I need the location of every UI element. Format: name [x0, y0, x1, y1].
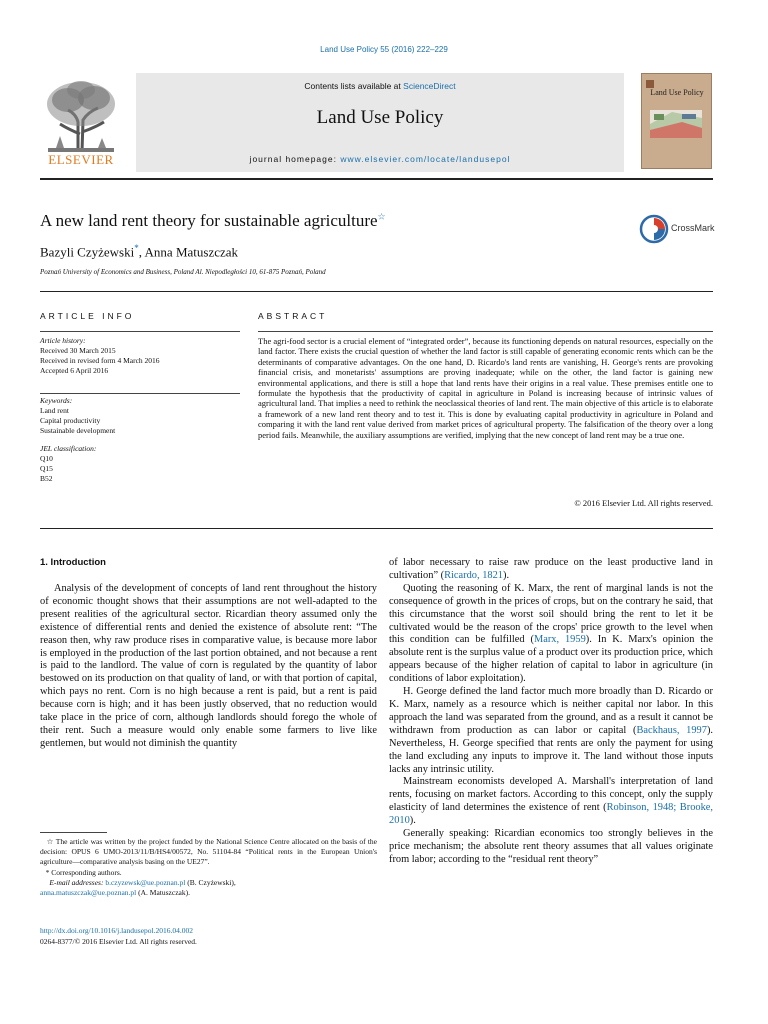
- homepage-link[interactable]: www.elsevier.com/locate/landusepol: [340, 154, 511, 164]
- paragraph-text: Quoting the reasoning of K. Marx, the rent of marginal lands is not the consequence of growth in the prices of crops, but on the contrary he said, that this circumstance that the worst soil should bring the rent to let it be cultivated would be the reason of the crops' price growth to the level when this condition can be fulfilled (: [389, 582, 713, 646]
- doi-link[interactable]: http://dx.doi.org/10.1016/j.landusepol.2016.04.002: [40, 926, 193, 935]
- body-column-left: [40, 583, 377, 751]
- citation-link[interactable]: Robinson, 1948; Brooke, 2010: [389, 802, 713, 827]
- publisher-name: ELSEVIER: [48, 152, 114, 167]
- footnote-funding: [40, 837, 377, 868]
- section-heading-introduction: 1. Introduction: [40, 557, 106, 568]
- title-rule: [40, 291, 713, 292]
- article-info-rule: [40, 331, 240, 332]
- body-paragraph: Generally speaking: Ricardian economics too strongly believes in the price mechanism; the absolute rent theory assumes that all values originate from labor; according to the “residual rent theory”: [389, 828, 713, 865]
- doi-block: [40, 926, 377, 947]
- paragraph-text: Mainstream economists developed A. Marshall's interpretation of land rents, focusing on market factors. According to this concept, only the supply elasticity of land determines the existence of rent (: [389, 776, 713, 814]
- accepted-date: Accepted 6 April 2016: [40, 366, 109, 375]
- paragraph-text: H. George defined the land factor much more broadly than D. Ricardo or K. Marx, namely as a resource which is neither capital nor labor. In this approach the land was separated from the ground, and as a result it cannot be withdrawn from production as can labor or capital (: [389, 686, 713, 736]
- author-line: [40, 243, 238, 260]
- article-history: [40, 336, 240, 376]
- footnote-mark: ☆: [46, 837, 54, 846]
- cover-title: Land Use Policy: [650, 88, 704, 97]
- title-footnote-mark[interactable]: ☆: [377, 211, 386, 222]
- received-date: Received 30 March 2015: [40, 346, 116, 355]
- issn-line: 0264-8377/© 2016 Elsevier Ltd. All rights reserved.: [40, 936, 197, 946]
- jel-code: Q10: [40, 454, 53, 463]
- journal-title: Land Use Policy: [316, 107, 444, 128]
- keyword: Sustainable development: [40, 426, 116, 435]
- journal-homepage: [136, 154, 624, 164]
- abstract-bottom-rule: [40, 528, 713, 529]
- paragraph-text: ).: [502, 569, 510, 581]
- paragraph-text: of labor necessary to raise raw produce on the least productive land in cultivation” (: [389, 557, 713, 581]
- email-link-1[interactable]: b.czyzewsk@ue.poznan.pl: [105, 877, 186, 887]
- footnote-mark: *: [45, 867, 50, 877]
- paragraph-text: ). Nevertheless, H. George specified that rents are only the payment for using the land excluding any inputs to improve it. The land without those inputs lacks any intrinsic utility.: [389, 724, 714, 775]
- contents-prefix: Contents lists available at: [304, 81, 401, 91]
- email-name-2: (A. Matuszczak).: [138, 888, 190, 898]
- email-link-2[interactable]: anna.matuszczak@ue.poznan.pl: [40, 888, 137, 898]
- abstract-rule: [258, 331, 713, 332]
- author-separator: ,: [138, 244, 145, 260]
- homepage-prefix: journal homepage:: [249, 154, 337, 164]
- body-paragraph: [389, 583, 713, 686]
- author-2: Anna Matuszczak: [144, 244, 239, 260]
- email-name-1: (B. Czyżewski),: [187, 877, 236, 887]
- body-column-right: [389, 557, 713, 867]
- footnote-emails: [40, 878, 377, 898]
- affiliation: Poznań University of Economics and Business, Poland Al. Niepodległości 10, 61-875 Poznań, Poland: [40, 268, 326, 276]
- abstract-text: The agri-food sector is a crucial element of “integrated order”, because its functioning depends on natural resources, especially on the land factor. There exists the crucial question of whether the land factor is still capable of generating economic rents which can be the determinants of comparative advantages. On the one hand, D. Ricardo's land rents are vanishing, H. George's rents are provoking financial crisis, and monetarists' assumptions are proving inadequate; while on the other, the land factor is gaining new environmental applications, and there is still a hope that land rents have their origins in a real value. These premises entitle one to formulate the hypothesis that the productivity of capital in agriculture in Poland is increasing because of intrinsic values of agricultural land. That implies a need to rethink the neoclassical theories of land rent. The main objective of this article is to elaborate a framework of a new land rent theory and to test it. This is done by evaluating capital productivity in agriculture in Poland and comparing it with the land rent value derived from market prices of agricultural property. The falsification of the theory over a long period fails. Meanwhile, the auxiliary assumptions are verified, implying that the new concept of land rent may be a true one.: [258, 336, 713, 440]
- article-info-heading: ARTICLE INFO: [40, 311, 135, 321]
- contents-line: [136, 81, 624, 91]
- keywords-block: [40, 396, 240, 484]
- crossmark-icon: [639, 214, 669, 244]
- body-paragraph: Analysis of the development of concepts of land rent throughout the history of economic thought shows that their assumptions are not well-adapted to the present realities of the agricultural sector. Ricardian theory assumed only the existence of differential rents and denied the existence of absolute rent: “The reason then, why raw produce rises in comparative value, is because more labor is employed in the production of the last portion obtained, and not because a rent is paid to the landlord. The value of corn is regulated by the quantity of labor bestowed on its production on that quality of land, or with that portion of capital, which pays no rent. Corn is no high because a rent is paid, but a rent is paid because corn is high; and it has been justly observed, that no reduction would take place in the price of corn, although landlords should forego the whole of their rent. Such a measure would only enable some farmers to live like gentlemen, but would not diminish the quantity: [40, 583, 377, 749]
- keyword: Land rent: [40, 406, 69, 415]
- jel-label: JEL classification:: [40, 444, 97, 453]
- footnote-text: Corresponding authors.: [51, 867, 122, 877]
- footnote-rule: [40, 832, 107, 833]
- paragraph-text: ).: [409, 815, 416, 827]
- citation-link[interactable]: Ricardo, 1821: [444, 569, 503, 581]
- article-info-rule-2: [40, 393, 240, 394]
- body-paragraph: [389, 776, 713, 828]
- keywords-label: Keywords:: [40, 396, 73, 405]
- jel-code: B52: [40, 474, 53, 483]
- body-paragraph: [389, 557, 713, 583]
- crossmark-badge[interactable]: [639, 214, 714, 244]
- history-label: Article history:: [40, 336, 86, 345]
- paper-title: [40, 211, 386, 231]
- abstract-copyright: © 2016 Elsevier Ltd. All rights reserved.: [574, 498, 713, 508]
- footnote-corresponding: [40, 868, 377, 878]
- citation-link[interactable]: Backhaus, 1997: [636, 724, 707, 736]
- author-1-mark[interactable]: *: [134, 243, 139, 253]
- author-1: Bazyli Czyżewski: [40, 244, 135, 260]
- header-rule: [40, 178, 713, 180]
- keyword: Capital productivity: [40, 416, 101, 425]
- body-paragraph: [389, 686, 713, 776]
- crossmark-label: CrossMark: [671, 223, 715, 233]
- sciencedirect-link[interactable]: ScienceDirect: [403, 81, 456, 91]
- footnotes: [40, 837, 377, 898]
- jel-code: Q15: [40, 464, 53, 473]
- footnote-text: The article was written by the project funded by the National Science Centre allocated on the basis of the decision: OPUS 6 UMO-2013/11/B/HS4/00572, No. 51104-84 “Political rents in the European Union's agriculture—comparative analysis basing on the UE27”.: [40, 837, 378, 867]
- revised-date: Received in revised form 4 March 2016: [40, 356, 160, 365]
- paper-title-text: A new land rent theory for sustainable agriculture: [40, 211, 378, 230]
- email-label: E-mail addresses:: [49, 877, 104, 887]
- paragraph-text: ). In K. Marx's opinion the absolute rent is the surplus value of a product over its production price, which appears because of the higher relation of capital to labor in agriculture (in conditions of labor exploitation).: [389, 634, 713, 685]
- citation-link[interactable]: Marx, 1959: [533, 634, 586, 646]
- abstract-heading: ABSTRACT: [258, 311, 328, 321]
- journal-citation[interactable]: Land Use Policy 55 (2016) 222–229: [320, 45, 448, 54]
